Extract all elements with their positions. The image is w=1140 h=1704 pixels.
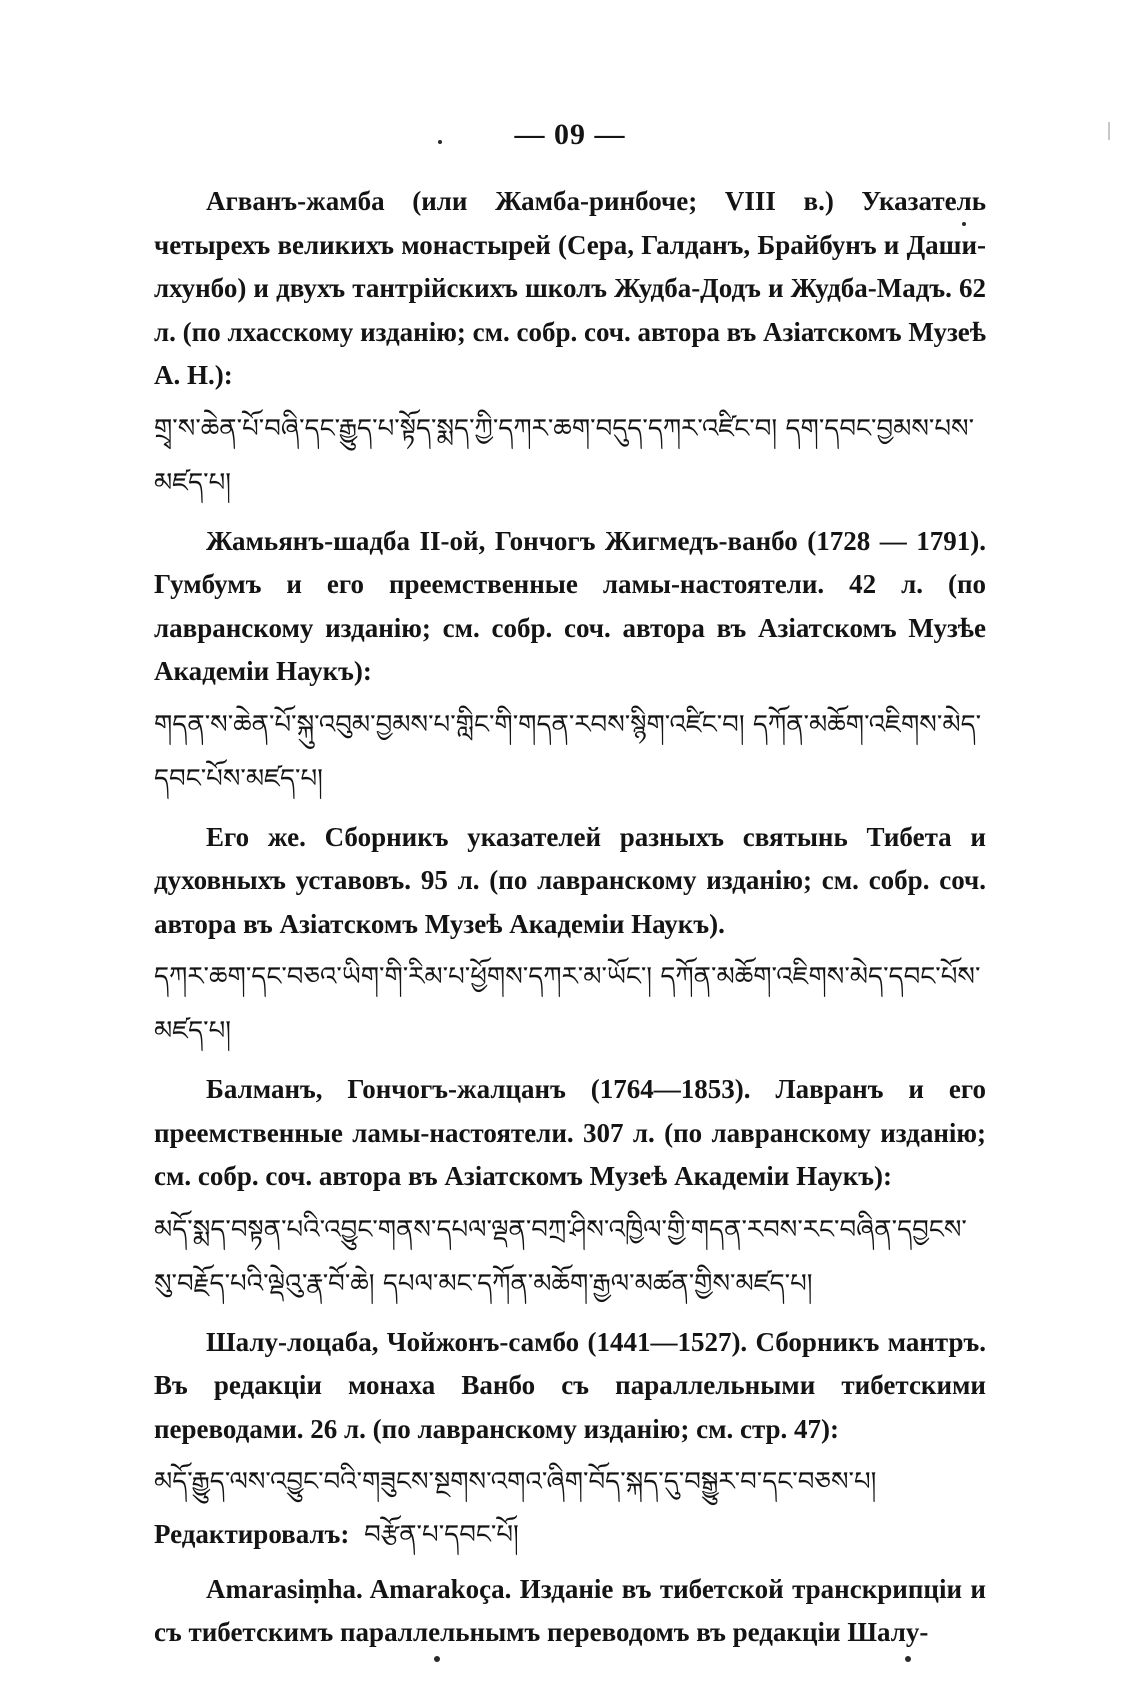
bibliography-entry [154, 180, 986, 510]
entry-description: Amarasiṃha. Amarakoça. Изданіе въ тибетской транскрипціи и съ тибетскимъ параллельнымъ переводомъ въ редакціи Шалу- [154, 1573, 986, 1647]
entry-description: Шалу-лоцаба, Чойжонъ-самбо (1441—1527). Сборникъ мантръ. Въ редакціи монаха Ванбо съ параллельными тибетскими переводами. 26 л. (по лавранскому изданію; см. стр. 47): [154, 1326, 986, 1444]
entry-description: Агванъ-жамба (или Жамба-ринбоче; VIII в.) Указатель четырехъ великихъ монастырей (Сера, Галданъ, Брайбунъ и Даши-лхунбо) и двухъ тантрійскихъ школъ Жудба-Додъ и Жудба-Мадъ. 62 л. (по лхасскому изданію; см. собр. соч. автора въ Азіатскомъ Музеѣ А. Н.): [154, 186, 986, 390]
page-body [154, 180, 986, 1655]
entry-description: Балманъ, Гончогъ-жалцанъ (1764—1853). Лавранъ и его преемственные ламы-настоятели. 307 л. (по лавранскому изданію; см. собр. соч. автора въ Азіатскомъ Музеѣ Академіи Наукъ): [154, 1074, 986, 1191]
bibliography-entry [154, 520, 986, 806]
print-speck [438, 140, 442, 144]
editor-line [154, 1513, 986, 1558]
signature-mark [434, 1656, 440, 1662]
page-edge-mark [1108, 122, 1110, 140]
entry-description: Его же. Сборникъ указателей разныхъ святынь Тибета и духовныхъ уставовъ. 95 л. (по лавранскому изданію; см. собр. соч. автора въ Азіатскомъ Музеѣ Академіи Наукъ). [154, 821, 986, 939]
editor-label: Редактировалъ: [154, 1519, 350, 1549]
bibliography-entry [154, 816, 986, 1059]
entry-description: Жамьянъ-шадба II-ой, Гончогъ Жигмедъ-ванбо (1728 — 1791). Гумбумъ и его преемственные ламы-настоятели. 42 л. (по лавранскому изданію; см. собр. соч. автора въ Азіатскомъ Музѣе Академіи Наукъ): [154, 525, 986, 686]
tibetan-title: དཀར་ཆག་དང་བཅའ་ཡིག་གི་རིམ་པ་ཕྱོགས་དཀར་མ་ཡོང་། དཀོན་མཆོག་འཇིགས་མེད་དབང་པོས་མཛད་པ། [154, 962, 981, 1046]
tibetan-title: གདན་ས་ཆེན་པོ་སྐུ་འབུམ་བྱམས་པ་གླིང་གི་གདན་རབས་སྙིག་འཛིང་བ། དཀོན་མཆོག་འཇིགས་མེད་དབང་པོས་མཛད་པ། [154, 709, 982, 794]
tibetan-title: གྲྭ་ས་ཆེན་པོ་བཞི་དང་རྒྱུད་པ་སྟོད་སྨད་ཀྱི་དཀར་ཆག་བདུད་དཀར་འཛིང་བ། དག་དབང་བྱམས་པས་མཛད་པ། [154, 413, 975, 498]
tibetan-title: མདོ་རྒྱུད་ལས་འབྱུང་བའི་གཟུངས་སྔགས་འགའ་ཞིག་བོད་སྐད་དུ་བསྒྱུར་བ་དང་བཅས་པ། [154, 1467, 877, 1497]
bibliography-entry [154, 1568, 986, 1655]
editor-tibetan-name: བརྩོན་པ་དབང་པོ། [364, 1520, 519, 1550]
bibliography-entry [154, 1068, 986, 1311]
tibetan-title: མདོ་སྨད་བསྟན་པའི་འབྱུང་གནས་དཔལ་ལྡན་བཀྲ་ཤིས་འཁྱིལ་གྱི་གདན་རབས་རང་བཞིན་དབྱངས་སུ་བརྗོད་པའི་ལྡེའུ་རྣ་བོ་ཆེ། དཔལ་མང་དཀོན་མཆོག་རྒྱལ་མཚན་གྱིས་མཛད་པ། [154, 1214, 967, 1299]
bibliography-entry [154, 1321, 986, 1558]
page-number: — 09 — [514, 118, 626, 151]
print-speck [962, 222, 966, 226]
signature-mark [905, 1656, 911, 1662]
